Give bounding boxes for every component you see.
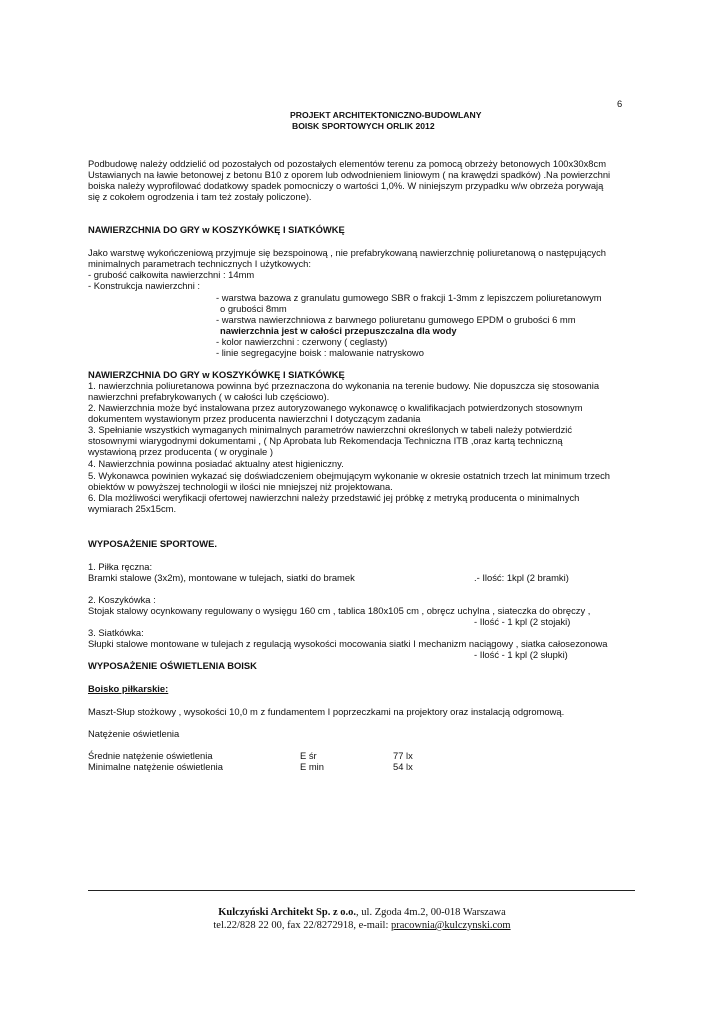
- equipment-heading: WYPOSAŻENIE SPORTOWE.: [88, 538, 218, 549]
- requirement-line: stosownymi wiarygodnymi dokumentami , ( Np Aprobata lub Rekomendacja Techniczna ITB ,oraz kartą techniczną: [88, 435, 563, 446]
- footer-divider: [88, 890, 635, 891]
- header-line-1: PROJEKT ARCHITEKTONICZNO-BUDOWLANY: [290, 110, 482, 120]
- intensity-row-symbol: E śr: [300, 750, 317, 761]
- requirement-line: dokumentem wystawionym przez producenta nawierzchni I dotyczącym zadania: [88, 413, 421, 424]
- intro-line: boiska należy wyprofilować dodatkowy spadek pomocniczy o wartości 1,0%. W niniejszym przypadku w/w obrzeża porywają: [88, 180, 604, 191]
- equipment-item-qty: - Ilość - 1 kpl (2 stojaki): [474, 616, 571, 627]
- equipment-item-qty: .- Ilość: 1kpl (2 bramki): [474, 572, 569, 583]
- requirement-line: 2. Nawierzchnia może być instalowana przez autoryzowanego wykonawcę o kwalifikacjach potwierdzonych stosownym: [88, 402, 583, 413]
- equipment-item-title: 3. Siatkówka:: [88, 627, 144, 638]
- requirement-line: nawierzchni prefabrykowanych ( w całości lub częściowo).: [88, 391, 330, 402]
- requirement-line: 4. Nawierzchnia powinna posiadać aktualny atest higieniczny.: [88, 458, 344, 469]
- equipment-item-title: 2. Koszykówka :: [88, 594, 156, 605]
- requirement-line: wymiarach 25x15cm.: [88, 503, 177, 514]
- equipment-item-title: 1. Piłka ręczna:: [88, 561, 153, 572]
- intensity-row-symbol: E min: [300, 761, 324, 772]
- requirement-line: 3. Spełnianie wszystkich wymaganych minimalnych parametrów nawierzchni określonych w tabeli należy potwierdzić: [88, 424, 573, 435]
- mast-description: Maszt-Słup stożkowy , wysokości 10,0 m z fundamentem I poprzeczkami na projektory oraz instalacją odgromową.: [88, 706, 565, 717]
- intensity-row-value: 77 lx: [393, 750, 413, 761]
- requirement-line: wystawioną przez producenta ( w oryginale ): [88, 446, 273, 457]
- intro-line: Ustawianych na ławie betonowej z betonu B10 z oporem lub odwodnieniem liniowym ( na krawędzi spadków) .Na powierzchni: [88, 169, 611, 180]
- section-line: Jako warstwę wykończeniową przyjmuje się bezspoinową , nie prefabrykowaną nawierzchnię poliuretanową o następujących: [88, 247, 606, 258]
- footer-contact: tel.22/828 22 00, fax 22/8272918, e-mail:: [213, 920, 391, 931]
- intensity-row-label: Minimalne natężenie oświetlenia: [88, 761, 223, 772]
- pitch-subheading: Boisko piłkarskie:: [88, 683, 169, 694]
- requirement-line: obiektów w powyższej technologii w ilości nie mniejszej niż projektowana.: [88, 481, 393, 492]
- construction-line: o grubości 8mm: [220, 303, 287, 314]
- equipment-item-desc: Stojak stalowy ocynkowany regulowany o wysięgu 160 cm , tablica 180x105 cm , obręcz uchylna , siateczka do obręczy ,: [88, 605, 591, 616]
- footer-address: , ul. Zgoda 4m.2, 00-018 Warszawa: [356, 907, 506, 918]
- section-line: minimalnych parametrach technicznych I użytkowych:: [88, 258, 312, 269]
- footer-contact-line: [0, 919, 724, 932]
- lighting-heading: WYPOSAŻENIE OŚWIETLENIA BOISK: [88, 660, 257, 671]
- equipment-item-desc: Bramki stalowe (3x2m), montowane w tulejach, siatki do bramek: [88, 572, 355, 583]
- requirement-line: 5. Wykonawca powinien wykazać się doświadczeniem obejmującym wykonanie w okresie ostatnich trzech lat minimum trzech: [88, 470, 611, 481]
- page-number: 6: [617, 98, 623, 109]
- requirement-line: 6. Dla możliwości weryfikacji ofertowej nawierzchni należy przedstawić jej próbkę z metryką producenta o minimalnych: [88, 492, 580, 503]
- construction-line: - linie segregacyjne boisk : malowanie natryskowo: [216, 347, 424, 358]
- footer-company-line: [0, 906, 724, 919]
- intro-line: się z cokołem ogrodzenia i tam też zostały policzone).: [88, 191, 312, 202]
- section-heading: NAWIERZCHNIA DO GRY w KOSZYKÓWKĘ I SIATKÓWKĘ: [88, 369, 345, 380]
- equipment-item-desc: Słupki stalowe montowane w tulejach z regulacją wysokości mocowania siatki I mechanizm naciągowy , siatka całosezonowa: [88, 638, 608, 649]
- construction-line: - kolor nawierzchni : czerwony ( ceglasty): [216, 336, 388, 347]
- footer-company: Kulczyński Architekt Sp. z o.o.: [218, 907, 357, 918]
- intensity-label: Natężenie oświetlenia: [88, 728, 180, 739]
- intensity-row-label: Średnie natężenie oświetlenia: [88, 750, 213, 761]
- intensity-row-value: 54 lx: [393, 761, 413, 772]
- section-heading: NAWIERZCHNIA DO GRY w KOSZYKÓWKĘ I SIATKÓWKĘ: [88, 224, 345, 235]
- footer-email-link[interactable]: pracownia@kulczynski.com: [391, 920, 511, 931]
- header-line-2: BOISK SPORTOWYCH ORLIK 2012: [292, 121, 435, 131]
- equipment-item-qty: - Ilość - 1 kpl (2 słupki): [474, 649, 568, 660]
- requirement-line: 1. nawierzchnia poliuretanowa powinna być przeznaczona do wykonania na terenie budowy. Nie dopuszcza się stosowania: [88, 380, 600, 391]
- construction-line: - warstwa nawierzchniowa z barwnego poliuretanu gumowego EPDM o grubości 6 mm: [216, 314, 576, 325]
- construction-line-bold: nawierzchnia jest w całości przepuszczalna dla wody: [220, 325, 457, 336]
- section-line: - grubość całkowita nawierzchni : 14mm: [88, 269, 255, 280]
- section-line: - Konstrukcja nawierzchni :: [88, 280, 201, 291]
- construction-line: - warstwa bazowa z granulatu gumowego SBR o frakcji 1-3mm z lepiszczem poliuretanowym: [216, 292, 602, 303]
- intro-line: Podbudowę należy oddzielić od pozostałych od pozostałych elementów terenu za pomocą obrzeży betonowych 100x30x8cm: [88, 158, 607, 169]
